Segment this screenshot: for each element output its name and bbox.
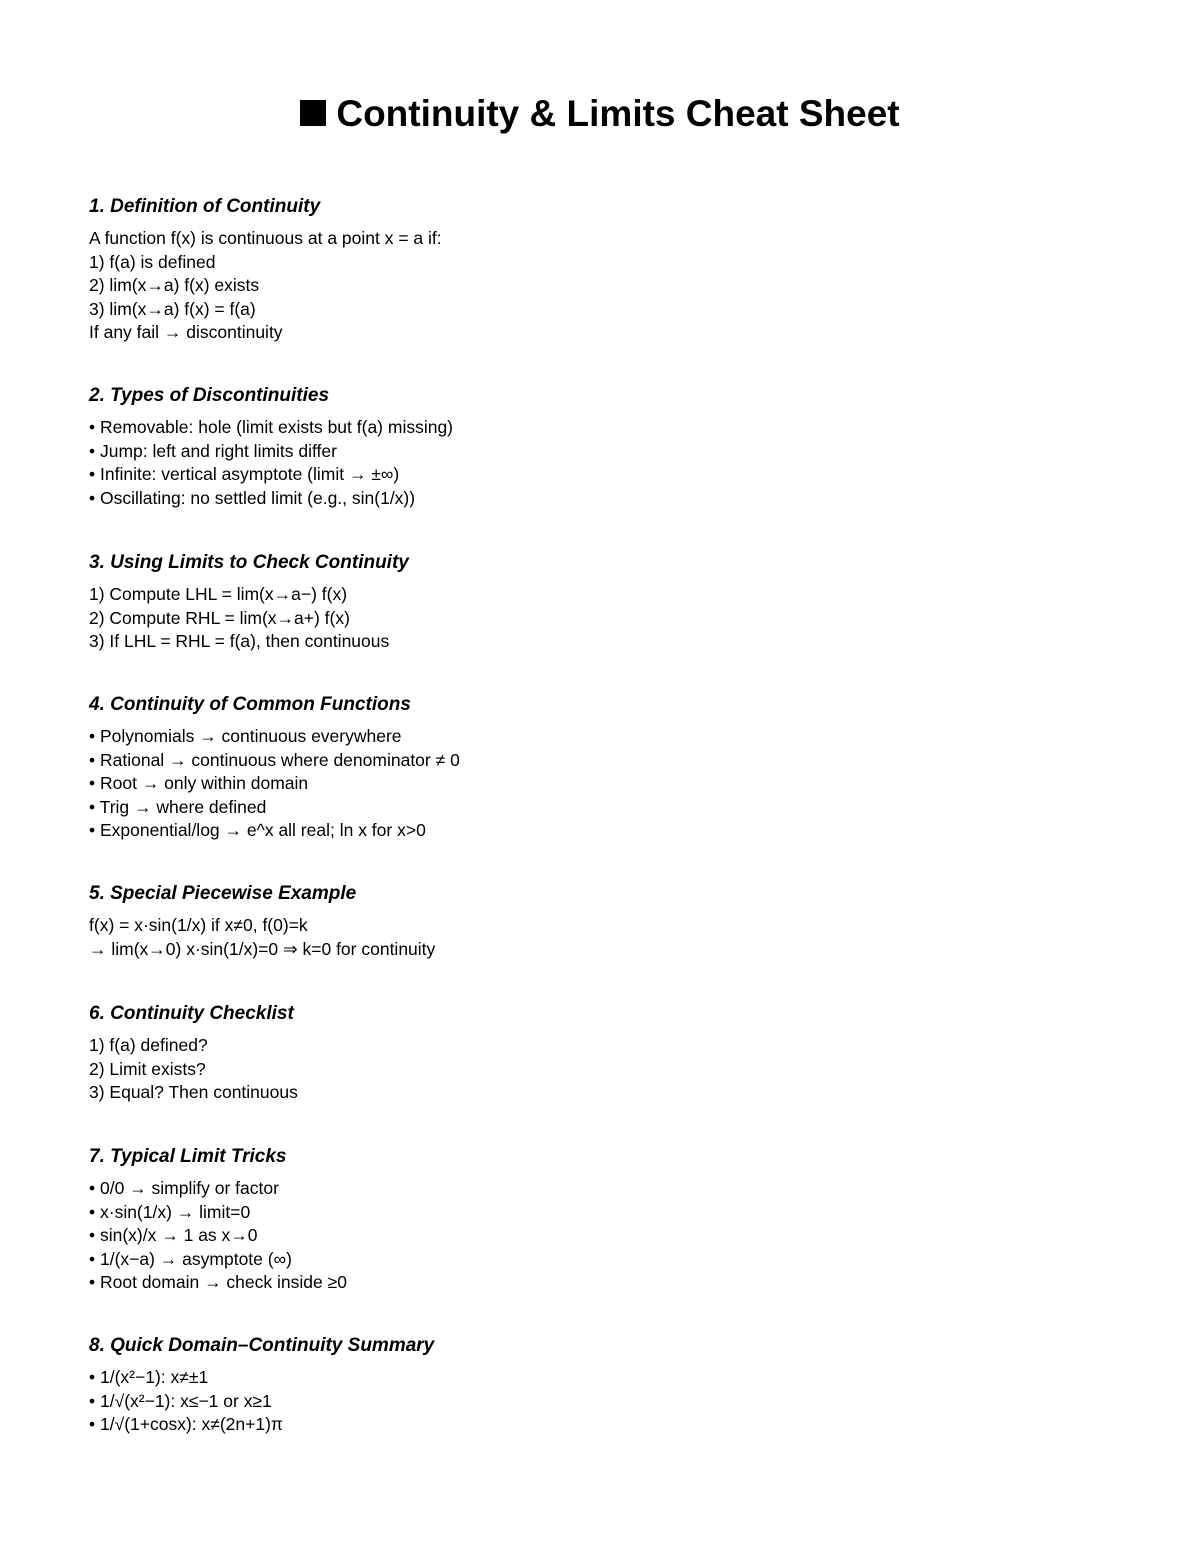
- section-line: • 1/(x²−1): x≠±1: [89, 1367, 209, 1387]
- section-using-limits-to-check-continuity: [89, 551, 1109, 654]
- section-heading: 8. Quick Domain–Continuity Summary: [89, 1335, 435, 1356]
- section-line: • x·sin(1/x) → limit=0: [89, 1201, 251, 1222]
- section-line: • 1/√(1+cosx): x≠(2n+1)π: [89, 1414, 284, 1434]
- section-line: • Root → only within domain: [89, 773, 309, 793]
- section-line: • 0/0 → simplify or factor: [89, 1178, 279, 1198]
- section-continuity-checklist: [89, 1002, 1109, 1105]
- section-heading: 6. Continuity Checklist: [89, 1003, 294, 1024]
- section-heading: 4. Continuity of Common Functions: [89, 694, 411, 715]
- section-line: • Infinite: vertical asymptote (limit → ±∞): [89, 464, 400, 484]
- section-line: • 1/√(x²−1): x≤−1 or x≥1: [89, 1390, 272, 1411]
- section-line: • Jump: left and right limits differ: [89, 440, 337, 461]
- section-line: If any fail → discontinuity: [89, 322, 283, 342]
- section-line: 2) Limit exists?: [89, 1058, 206, 1079]
- section-heading: 3. Using Limits to Check Continuity: [89, 552, 409, 573]
- section-line: • Removable: hole (limit exists but f(a) missing): [89, 417, 454, 437]
- section-line: 3) If LHL = RHL = f(a), then continuous: [89, 631, 390, 651]
- section-line: • sin(x)/x → 1 as x→0: [89, 1225, 258, 1245]
- section-quick-domain-continuity-summary: [89, 1334, 1109, 1437]
- section-definition-of-continuity: [89, 195, 1109, 345]
- section-continuity-of-common-functions: [89, 693, 1109, 843]
- section-line: • Oscillating: no settled limit (e.g., sin(1/x)): [89, 487, 416, 508]
- section-line: 2) lim(x→a) f(x) exists: [89, 275, 260, 295]
- section-line: 3) lim(x→a) f(x) = f(a): [89, 298, 256, 319]
- section-line: • Exponential/log → e^x all real; ln x for x>0: [89, 820, 426, 840]
- section-line: 1) f(a) defined?: [89, 1035, 208, 1055]
- section-line: 1) Compute LHL = lim(x→a−) f(x): [89, 584, 348, 604]
- section-line: • 1/(x−a) → asymptote (∞): [89, 1248, 292, 1269]
- section-line: 2) Compute RHL = lim(x→a+) f(x): [89, 607, 350, 628]
- section-heading: 5. Special Piecewise Example: [89, 883, 357, 904]
- black-square-icon: [300, 100, 326, 126]
- section-line: f(x) = x·sin(1/x) if x≠0, f(0)=k: [89, 915, 308, 935]
- section-line: → lim(x→0) x·sin(1/x)=0 ⇒ k=0 for continuity: [89, 938, 436, 959]
- section-line: A function f(x) is continuous at a point x = a if:: [89, 228, 442, 248]
- section-line: 1) f(a) is defined: [89, 251, 216, 272]
- section-heading: 7. Typical Limit Tricks: [89, 1146, 287, 1167]
- section-line: 3) Equal? Then continuous: [89, 1082, 298, 1102]
- section-line: • Trig → where defined: [89, 796, 267, 817]
- section-line: • Polynomials → continuous everywhere: [89, 726, 402, 746]
- section-heading: 2. Types of Discontinuities: [89, 385, 330, 406]
- section-types-of-discontinuities: [89, 384, 1109, 510]
- section-heading: 1. Definition of Continuity: [89, 196, 321, 217]
- page-title-text: Continuity & Limits Cheat Sheet: [336, 93, 900, 134]
- section-special-piecewise-example: [89, 882, 1109, 961]
- section-line: • Root domain → check inside ≥0: [89, 1272, 347, 1292]
- page-title: [0, 92, 1200, 136]
- section-line: • Rational → continuous where denominator ≠ 0: [89, 749, 460, 770]
- section-typical-limit-tricks: [89, 1145, 1109, 1295]
